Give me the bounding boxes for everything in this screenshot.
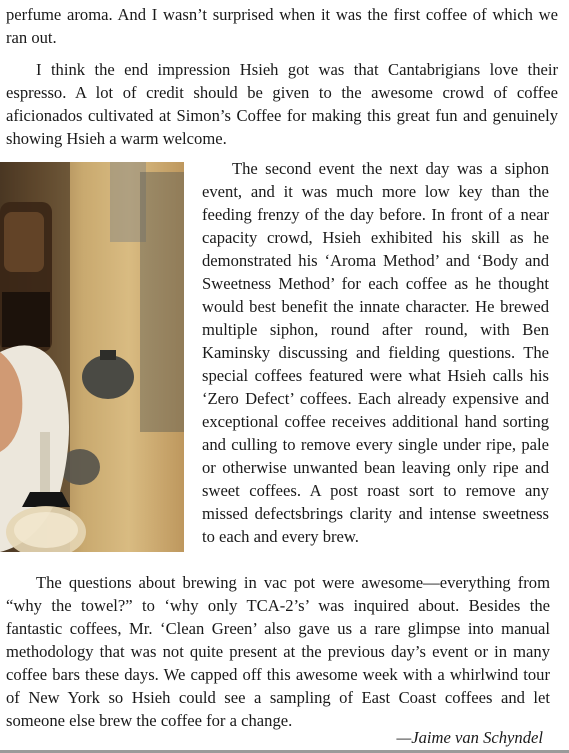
- paragraph-questions: The questions about brewing in vac pot were awesome—everything from “why the towel?” to ‘why only TCA-2’s’ was inquired about. Besides the fantastic coffees, Mr. ‘Clean Green’ also gave us a rare glimpse into manual methodology that was not quite present at the previous day’s event or in many coffee bars these days. We capped off this awesome week with a whirlwind tour of New York so Hsieh could see a sampling of East Coast coffees and let someone else brew the coffee for a change.: [6, 573, 550, 730]
- paragraph-siphon-event: The second event the next day was a siphon event, and it was much more low key than the feeding frenzy of the day before. In front of a near capacity crowd, Hsieh exhibited his skill as he demonstrated his ‘Aroma Method’ and ‘Body and Sweetness Method’ for each coffee as he thought would best benefit the innate character. He brewed multiple siphon, round after round, with Ben Kaminsky discussing and fielding questions. The special coffees featured were what Hsieh calls his ‘Zero Defect’ coffees. Each already expensive and exceptional coffee receives additional hand sorting and culling to remove every single under ripe, pale or otherwise unwanted bean leaving only ripe and sweet coffees. A post roast sort to remove any missed defectsbrings clarity and intense sweetness to each and every brew.: [202, 159, 549, 546]
- photo-illustration: [0, 162, 184, 552]
- paragraph-intro: perfume aroma. And I wasn’t surprised when it was the first coffee of which we ran out.: [6, 5, 558, 47]
- siphon-brewing-photo: [0, 162, 184, 552]
- paragraph-impression: I think the end impression Hsieh got was that Cantabrigians love their espresso. A lot of credit should be given to the awesome crowd of coffee aficionados cultivated at Simon’s Coffee for making this great fun and genuinely showing Hsieh a warm welcome.: [6, 60, 558, 148]
- author-signature: —Jaime van Schyndel: [396, 728, 543, 747]
